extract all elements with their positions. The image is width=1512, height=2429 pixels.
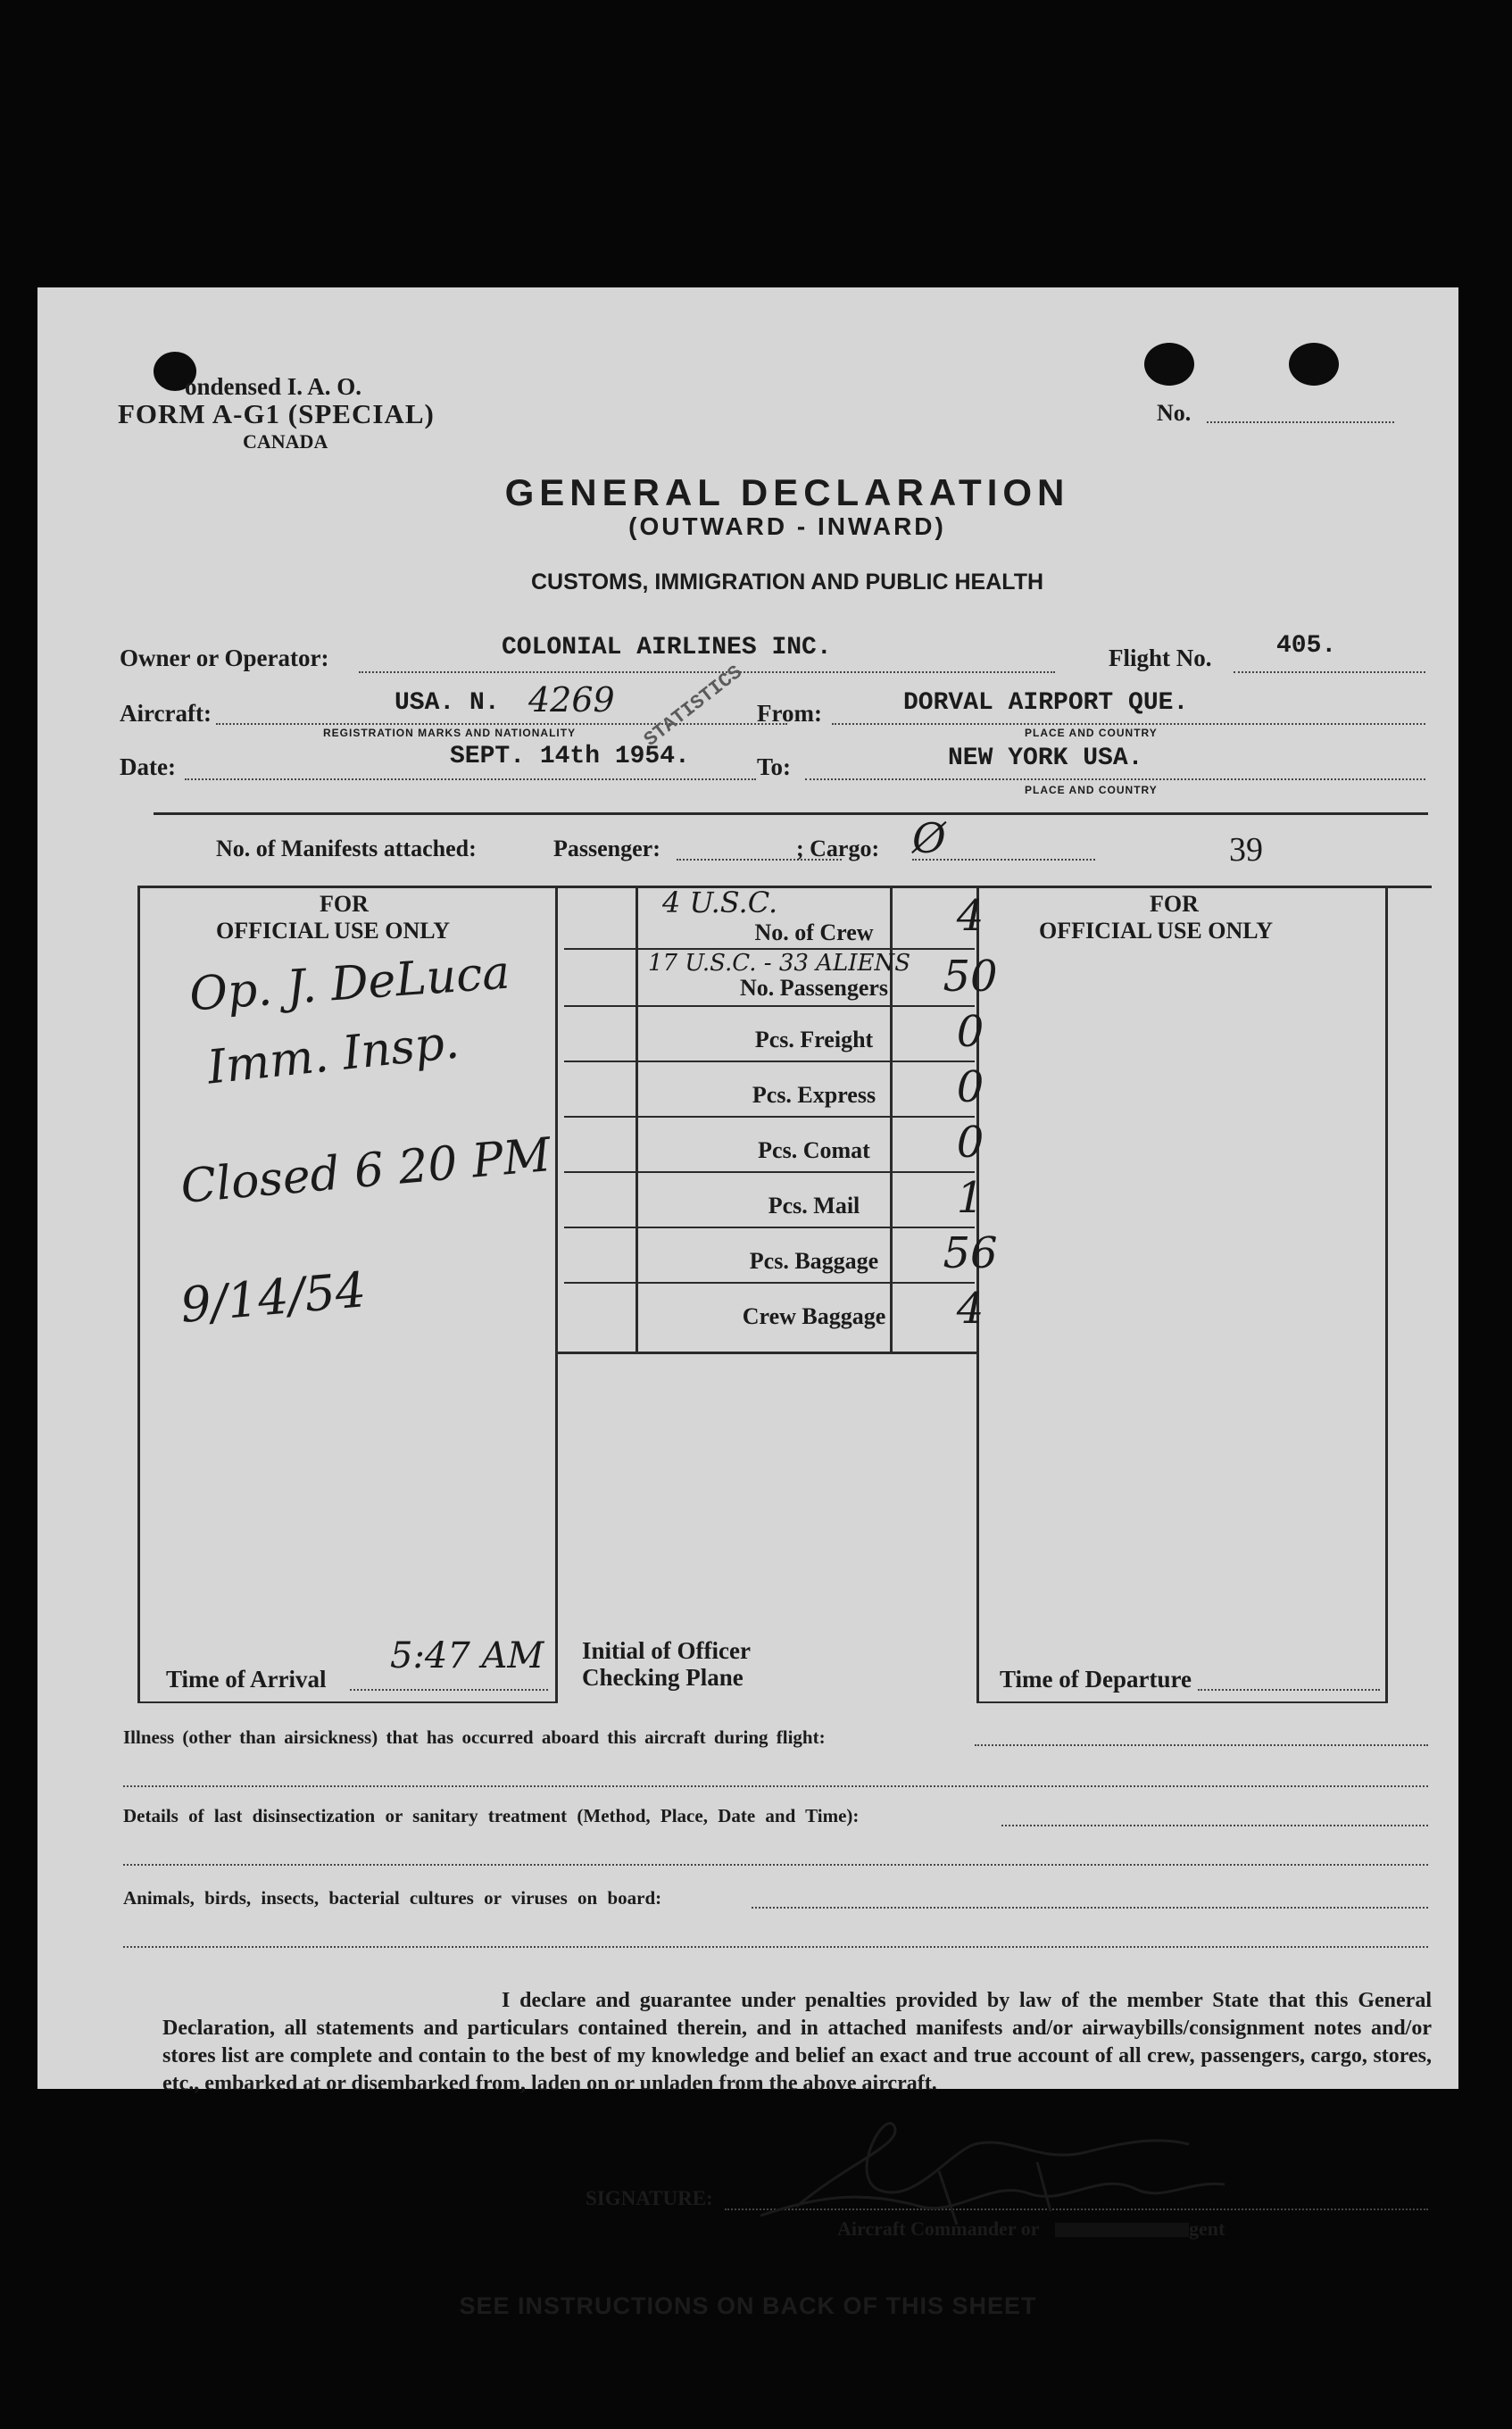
punch-hole-middle — [1144, 343, 1194, 386]
checking-plane-label: Checking Plane — [582, 1664, 744, 1691]
passenger-label: Passenger: — [553, 836, 660, 861]
table-top — [137, 886, 1432, 888]
from-field — [832, 723, 1425, 725]
form-number: FORM A-G1 (SPECIAL) — [118, 398, 435, 429]
punch-hole-right — [1289, 343, 1339, 386]
category-mail: Pcs. Mail — [768, 1193, 860, 1219]
cargo-handwritten: Ø — [912, 814, 946, 862]
value-baggage: 56 — [943, 1228, 998, 1278]
closed-time-handwritten: Closed 6 20 PM — [179, 1128, 553, 1214]
aircraft-field — [216, 723, 787, 725]
owner-field — [359, 671, 1055, 673]
date-label: Date: — [120, 753, 176, 780]
left-for-label: FOR — [320, 891, 369, 917]
category-crew: No. of Crew — [754, 919, 874, 945]
closed-date-handwritten: 9/14/54 — [178, 1261, 369, 1334]
value-freight: 0 — [956, 1007, 984, 1057]
illness-field-2 — [123, 1785, 1428, 1787]
header-divider — [154, 812, 1428, 815]
value-mail: 1 — [956, 1173, 984, 1223]
officer-title-handwritten: Imm. Insp. — [204, 1015, 462, 1095]
value-comat: 0 — [956, 1118, 984, 1168]
flight-value: 405. — [1276, 632, 1337, 660]
arrival-label: Time of Arrival — [166, 1666, 327, 1693]
manifest-count: 39 — [1229, 831, 1263, 869]
signature-caption: Aircraft Commander or — [837, 2217, 1040, 2240]
signature-caption-end: gent — [1189, 2217, 1225, 2240]
disinsect-question: Details of last disinsectization or sanitary treatment (Method, Place, Date and Time): — [123, 1805, 860, 1826]
category-baggage: Pcs. Baggage — [749, 1248, 879, 1274]
category-express: Pcs. Express — [752, 1082, 876, 1108]
to-field — [805, 778, 1425, 780]
cargo-label: ; Cargo: — [796, 836, 880, 861]
right-cell-bottom — [976, 1701, 1387, 1703]
arrival-value-handwritten: 5:47 AM — [390, 1635, 544, 1676]
owner-value: COLONIAL AIRLINES INC. — [502, 634, 832, 661]
table-left — [137, 886, 140, 1703]
instructions-footer: SEE INSTRUCTIONS ON BACK OF THIS SHEET — [459, 2292, 1037, 2319]
category-crew-baggage: Crew Baggage — [742, 1303, 886, 1329]
redacted-bar — [1055, 2223, 1189, 2237]
right-for-label: FOR — [1150, 891, 1199, 917]
table-col-1 — [555, 886, 558, 1703]
illness-field — [975, 1744, 1428, 1746]
statistics-stamp: STATISTICS — [640, 661, 747, 752]
animals-field-2 — [123, 1946, 1428, 1948]
flight-label: Flight No. — [1109, 645, 1212, 671]
table-bottom-band — [555, 1352, 979, 1354]
declaration-text: I declare and guarantee under penalties provided by law of the member State that this General Declaration, all statements and particulars contained therein, and in attached manifests and/or airwaybills/consignment notes and/or stores list are complete and contain to the best of my knowledge and belief an exact and true account of all crew, passengers, cargo, stores, etc., embarked at or disembarked from, laden on or unladen from the above aircraft. — [162, 1989, 1432, 2095]
animals-question: Animals, birds, insects, bacterial cultures or viruses on board: — [123, 1887, 662, 1909]
left-cell-bottom — [137, 1701, 555, 1703]
date-field — [185, 778, 756, 780]
category-comat: Pcs. Comat — [758, 1137, 870, 1163]
manifests-label: No. of Manifests attached: — [216, 836, 477, 861]
officer-name-handwritten: Op. J. DeLuca — [187, 945, 512, 1022]
right-official-use-label: OFFICIAL USE ONLY — [1039, 918, 1273, 944]
value-express: 0 — [956, 1062, 984, 1112]
aircraft-handwritten-number: 4269 — [528, 680, 615, 720]
no-field — [1207, 421, 1394, 423]
condensed-label: ondensed I. A. O. — [185, 373, 362, 400]
flight-field — [1234, 671, 1425, 673]
disinsect-field — [1001, 1825, 1428, 1826]
signature-label: SIGNATURE: — [586, 2187, 713, 2209]
from-value: DORVAL AIRPORT QUE. — [903, 689, 1189, 717]
illness-question: Illness (other than airsickness) that has occurred aboard this aircraft during flight: — [123, 1726, 826, 1748]
crew-note-handwritten: 4 U.S.C. — [662, 886, 778, 919]
form-country: CANADA — [243, 430, 328, 453]
signature-scribble — [743, 2109, 1242, 2234]
from-label: From: — [757, 700, 822, 727]
animals-field — [752, 1907, 1428, 1909]
table-right — [1385, 886, 1388, 1703]
category-freight: Pcs. Freight — [754, 1027, 874, 1052]
from-caption: PLACE AND COUNTRY — [1025, 727, 1158, 739]
disinsect-field-2 — [123, 1864, 1428, 1866]
departure-field — [1198, 1689, 1380, 1691]
aircraft-value: USA. N. — [395, 689, 500, 717]
page-subtitle: (OUTWARD - INWARD) — [628, 512, 946, 540]
aircraft-caption: REGISTRATION MARKS AND NATIONALITY — [323, 727, 577, 739]
value-passengers: 50 — [943, 952, 998, 1002]
date-value: SEPT. 14th 1954. — [450, 743, 690, 770]
value-crew: 4 — [956, 891, 984, 941]
departure-label: Time of Departure — [1000, 1666, 1192, 1693]
no-label: No. — [1157, 400, 1192, 426]
left-official-use-label: OFFICIAL USE ONLY — [216, 918, 450, 944]
to-label: To: — [757, 753, 792, 780]
services-line: CUSTOMS, IMMIGRATION AND PUBLIC HEALTH — [530, 570, 1044, 595]
to-value: NEW YORK USA. — [948, 745, 1143, 772]
page-title: GENERAL DECLARATION — [504, 471, 1070, 513]
aircraft-label: Aircraft: — [120, 700, 212, 727]
form-sheet — [37, 287, 1458, 2319]
passenger-note-handwritten: 17 U.S.C. - 33 ALIENS — [648, 950, 911, 977]
owner-label: Owner or Operator: — [120, 645, 329, 671]
category-passengers: No. Passengers — [739, 975, 889, 1001]
initial-officer-label: Initial of Officer — [582, 1637, 751, 1664]
arrival-field — [350, 1689, 548, 1691]
value-crew-baggage: 4 — [956, 1284, 984, 1334]
to-caption: PLACE AND COUNTRY — [1025, 784, 1158, 796]
